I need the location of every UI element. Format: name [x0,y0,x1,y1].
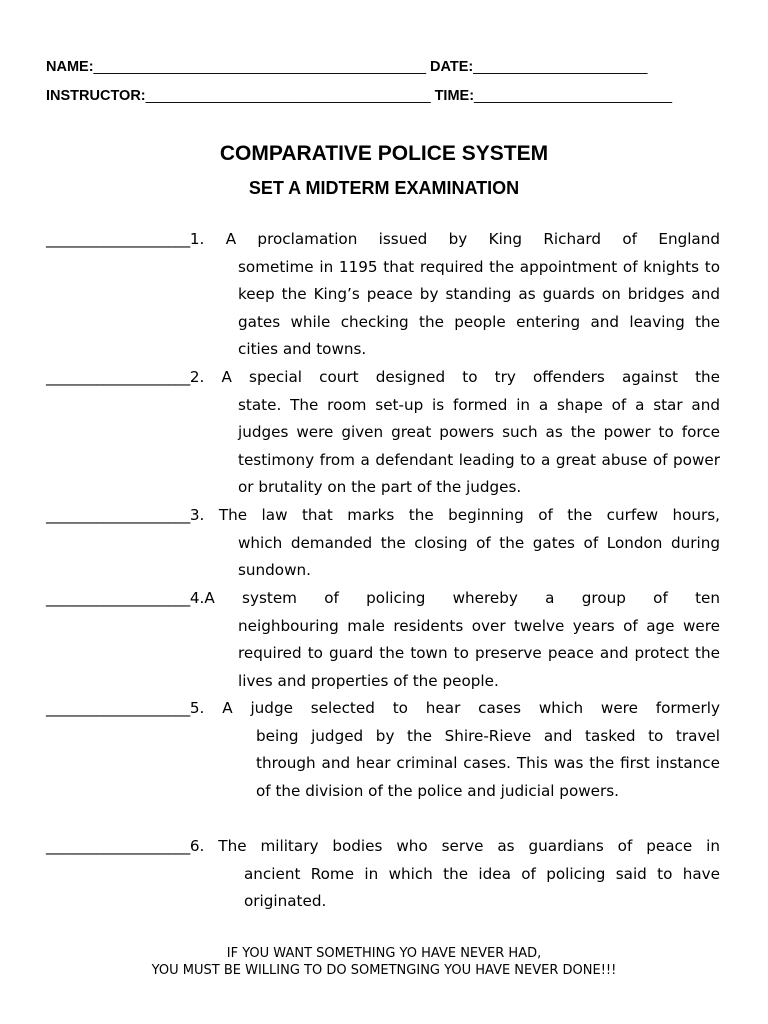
question-text: neighbouring male residents over twelve years of age were required to guard the town to preserve peace and protect the lives and properties of the people. [238,616,720,690]
name-field-line[interactable]: __________________________________________ [93,59,426,75]
time-field-line[interactable]: _________________________ [474,88,672,104]
question-text: being judged by the Shire-Rieve and tasked to travel through and hear criminal cases. This was the first instance of the division of the police and judicial powers. [256,726,720,800]
question-item [46,695,720,805]
date-label: DATE: [429,59,474,75]
name-label: NAME: [46,59,94,75]
question-first-line: 3. The law that marks the beginning of the curfew hours, [189,506,720,524]
question-first-line: 5. A judge selected to hear cases which were formerly [189,699,720,717]
motivational-quote-line-2: YOU MUST BE WILLING TO DO SOMETNGING YOU HAVE NEVER DONE!!! [151,963,617,978]
question-first-line: 6. The military bodies who serve as guardians of peace in [189,837,720,855]
answer-blank[interactable]: ____________________ [46,699,190,717]
answer-blank[interactable]: ____________________ [46,837,190,855]
question-text: ancient Rome in which the idea of policing said to have originated. [244,864,720,911]
motivational-quote-line-1: IF YOU WANT SOMETHING YO HAVE NEVER HAD, [226,946,542,961]
answer-blank[interactable]: ____________________ [46,506,190,524]
answer-blank[interactable]: ____________________ [46,368,190,386]
exam-title: COMPARATIVE POLICE SYSTEM [219,142,549,165]
question-item [46,502,720,585]
date-field-line[interactable]: ______________________ [473,59,648,75]
question-item [46,364,720,502]
instructor-time-row [46,87,672,105]
question-first-line: 2. A special court designed to try offenders against the [189,368,720,386]
question-first-line: 1. A proclamation issued by King Richard of England [189,230,720,248]
question-item [46,226,720,364]
name-date-row [46,58,647,76]
question-text: which demanded the closing of the gates of London during sundown. [238,533,720,580]
time-label: TIME: [434,88,475,104]
answer-blank[interactable]: ____________________ [46,589,190,607]
question-text: sometime in 1195 that required the appointment of knights to keep the King’s peace by standing as guards on bridges and gates while checking the people entering and leaving the cities and towns. [238,257,720,359]
instructor-field-line[interactable]: ____________________________________ [145,88,431,104]
question-item [46,833,720,916]
exam-subtitle: SET A MIDTERM EXAMINATION [248,178,520,198]
question-first-line: 4.A system of policing whereby a group of ten [189,589,720,607]
instructor-label: INSTRUCTOR: [46,88,146,104]
question-item [46,585,720,695]
answer-blank[interactable]: ____________________ [46,230,190,248]
question-text: state. The room set-up is formed in a shape of a star and judges were given great powers such as the power to force testimony from a defendant leading to a great abuse of power or brutality on the part of the judges. [238,395,720,497]
